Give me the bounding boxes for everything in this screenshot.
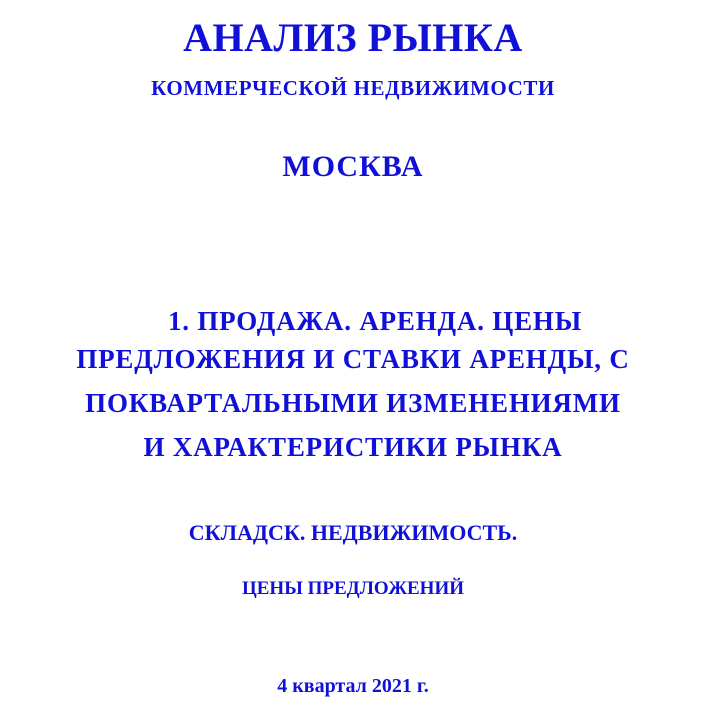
city-name: МОСКВА	[282, 150, 424, 183]
price-type: ЦЕНЫ ПРЕДЛОЖЕНИЙ	[241, 578, 465, 599]
section-heading-line-2: ПРЕДЛОЖЕНИЯ И СТАВКИ АРЕНДЫ, С	[76, 344, 630, 374]
section-heading-line-4: И ХАРАКТЕРИСТИКИ РЫНКА	[143, 432, 563, 462]
report-subtitle: КОММЕРЧЕСКОЙ НЕДВИЖИМОСТИ	[151, 76, 555, 100]
report-title: АНАЛИЗ РЫНКА	[183, 15, 523, 60]
section-heading-line-1: 1. ПРОДАЖА. АРЕНДА. ЦЕНЫ	[167, 306, 583, 336]
report-period: 4 квартал 2021 г.	[277, 675, 429, 697]
market-segment: СКЛАДСК. НЕДВИЖИМОСТЬ.	[188, 520, 518, 545]
section-heading-line-3: ПОКВАРТАЛЬНЫМИ ИЗМЕНЕНИЯМИ	[85, 388, 621, 418]
